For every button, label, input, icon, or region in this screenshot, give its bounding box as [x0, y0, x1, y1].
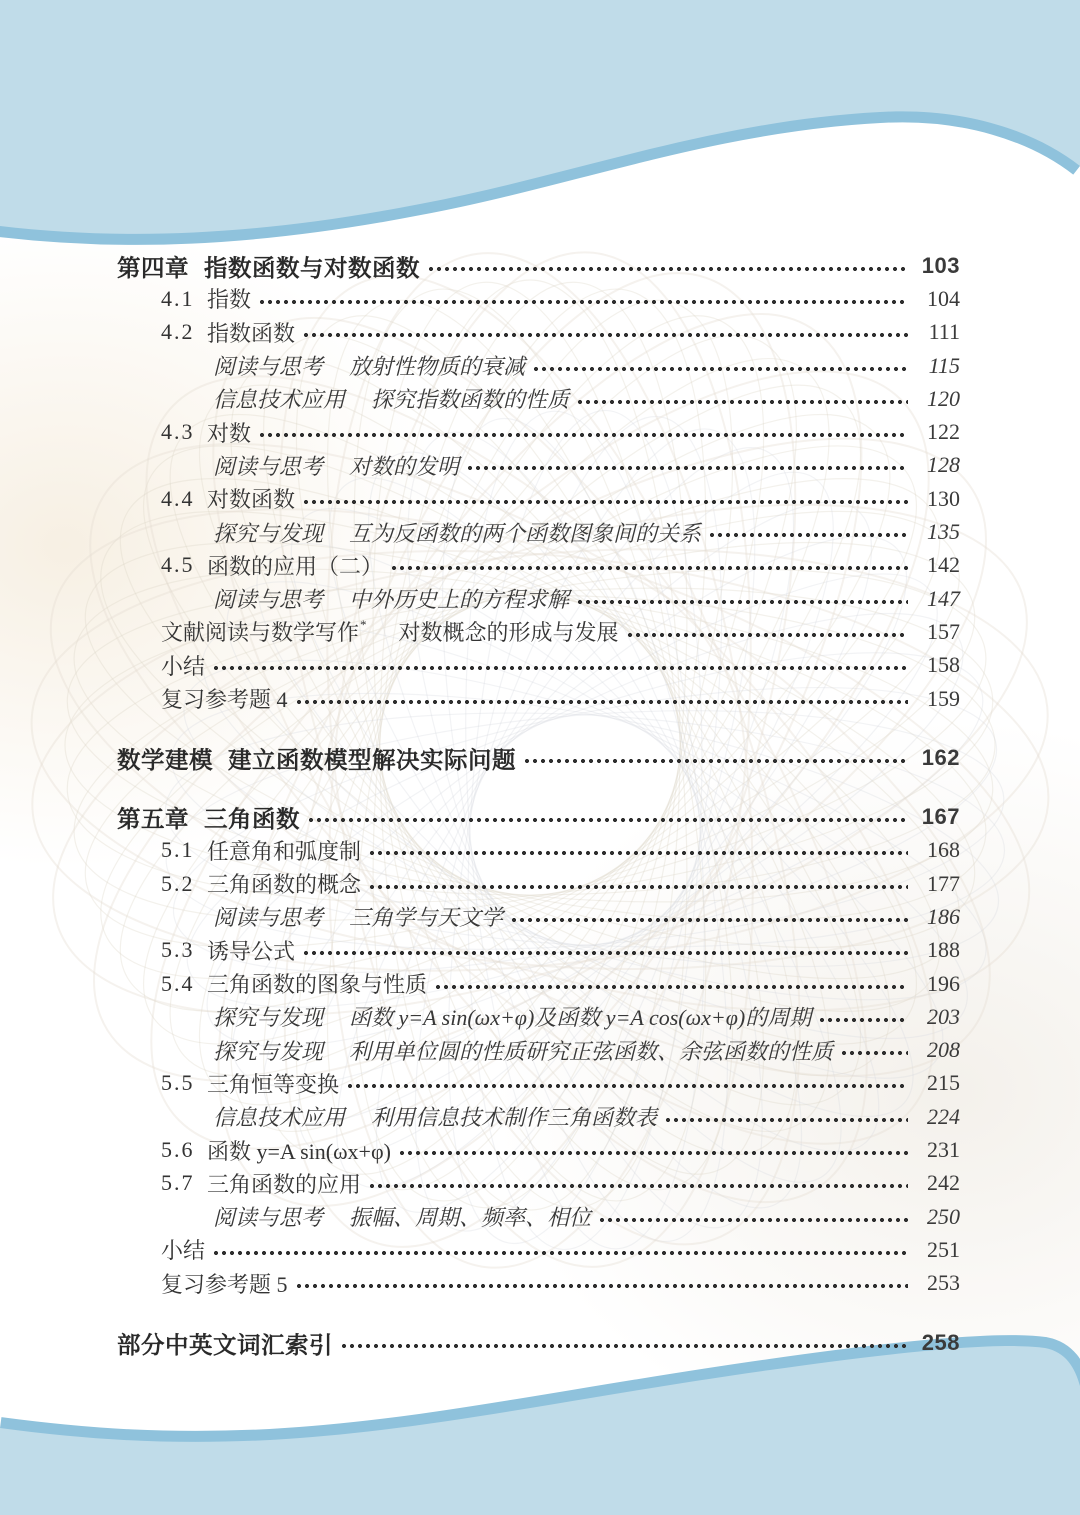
page-number: 122 [927, 419, 960, 445]
dot-leader [368, 867, 908, 900]
dot-leader [258, 282, 908, 315]
sub-item-title: 三角学与天文学 [349, 905, 504, 931]
toc-row [117, 515, 960, 548]
page-number: 208 [927, 1037, 960, 1063]
toc-row [117, 615, 960, 648]
toc-row [117, 449, 960, 482]
toc-list [117, 249, 960, 1359]
toc-row [117, 582, 960, 615]
section-title: 函数 y=A sin(ωx+φ) [207, 1138, 391, 1164]
sub-item-category: 探究与发现 [213, 520, 324, 546]
footnote-star: * [360, 616, 367, 632]
section-title: 函数的应用（二） [207, 553, 384, 579]
section-title: 三角函数的概念 [207, 872, 362, 898]
dot-leader [212, 1233, 908, 1266]
dot-leader [340, 1326, 908, 1359]
page-number: 111 [928, 319, 960, 345]
chapter-label: 数学建模 [117, 746, 213, 773]
page-number: 157 [927, 618, 960, 644]
section-number: 4.2 [161, 319, 195, 345]
page-number: 231 [927, 1137, 960, 1163]
dot-leader [598, 1200, 908, 1233]
dot-leader [368, 1167, 908, 1200]
dot-leader [576, 582, 908, 615]
chapter-title: 三角函数 [204, 806, 300, 833]
toc-block-chapter-5 [117, 800, 960, 1299]
toc-row [117, 1100, 960, 1133]
item-title: 复习参考题 5 [161, 1271, 288, 1297]
section-number: 4.4 [161, 485, 195, 511]
bottom-wave-decoration [0, 1346, 1080, 1515]
toc-row [117, 349, 960, 382]
dot-leader [532, 349, 908, 382]
page-number: 104 [927, 285, 960, 311]
dot-leader [427, 249, 908, 282]
page-number: 135 [927, 519, 960, 545]
toc-row [117, 482, 960, 515]
dot-leader [398, 1133, 908, 1166]
dot-leader [307, 800, 908, 833]
toc-row [117, 1200, 960, 1233]
toc-block-index [117, 1326, 960, 1359]
dot-leader [510, 900, 908, 933]
sub-item-category: 阅读与思考 [213, 453, 324, 479]
sub-item-category: 阅读与思考 [213, 587, 324, 613]
toc-row [117, 1000, 960, 1033]
dot-leader [258, 415, 908, 448]
toc-row [117, 549, 960, 582]
toc-row [117, 1133, 960, 1166]
section-title: 对数 [207, 420, 252, 446]
section-number: 5.1 [161, 837, 195, 863]
dot-leader [434, 967, 908, 1000]
section-title: 指数函数 [207, 320, 296, 346]
chapter-title: 部分中英文词汇索引 [117, 1331, 333, 1358]
toc-row [117, 1034, 960, 1067]
sub-item-category: 阅读与思考 [213, 1205, 324, 1231]
section-number: 4.3 [161, 419, 195, 445]
dot-leader [390, 549, 908, 582]
page-number: 186 [927, 903, 960, 929]
section-title: 三角函数的图象与性质 [207, 972, 428, 998]
toc-row [117, 741, 960, 774]
page-number: 115 [928, 352, 960, 378]
item-title: 文献阅读与数学写作 [161, 620, 360, 646]
toc-row [117, 934, 960, 967]
page-number: 103 [921, 252, 960, 278]
page-number: 215 [927, 1070, 960, 1096]
toc-row [117, 967, 960, 1000]
sub-item-category: 探究与发现 [213, 1038, 324, 1064]
page-number: 120 [927, 385, 960, 411]
dot-leader [708, 515, 908, 548]
sub-item-title: 对数的发明 [349, 453, 460, 479]
page-number: 168 [927, 837, 960, 863]
dot-leader [576, 382, 908, 415]
page-number: 251 [927, 1236, 960, 1262]
sub-item-title: 函数 y=A sin(ωx+φ)及函数 y=A cos(ωx+φ)的周期 [349, 1005, 812, 1031]
page-number: 203 [927, 1003, 960, 1029]
toc-row [117, 1233, 960, 1266]
dot-leader [302, 316, 908, 349]
sub-item-title: 利用单位圆的性质研究正弦函数、余弦函数的性质 [349, 1038, 834, 1064]
section-number: 5.3 [161, 937, 195, 963]
page-number: 253 [927, 1270, 960, 1296]
page-number: 142 [927, 552, 960, 578]
sub-item-title: 中外历史上的方程求解 [349, 587, 570, 613]
item-title: 复习参考题 4 [161, 687, 288, 712]
top-wave-decoration [0, 0, 1080, 234]
toc-row [117, 867, 960, 900]
page-number: 158 [927, 652, 960, 678]
toc-block-math-modeling [117, 741, 960, 774]
sub-item-title: 互为反函数的两个函数图象间的关系 [349, 520, 702, 546]
toc-row [117, 834, 960, 867]
dot-leader [302, 482, 908, 515]
page-number: 188 [927, 937, 960, 963]
sub-item-category: 阅读与思考 [213, 905, 324, 931]
toc-row [117, 1167, 960, 1200]
item-subtitle: 对数概念的形成与发展 [398, 620, 619, 646]
dot-leader [626, 615, 908, 648]
section-title: 三角函数的应用 [207, 1171, 362, 1197]
section-number: 4.1 [161, 285, 195, 311]
sub-item-category: 探究与发现 [213, 1005, 324, 1031]
sub-item-title: 探究指数函数的性质 [371, 387, 570, 413]
page-number: 147 [927, 585, 960, 611]
page-number: 258 [921, 1329, 960, 1355]
section-number: 5.7 [161, 1170, 195, 1196]
chapter-label: 第五章 [117, 806, 189, 833]
section-number: 5.2 [161, 870, 195, 896]
toc-block-chapter-4 [117, 249, 960, 715]
page-number: 162 [921, 744, 960, 770]
sub-item-category: 信息技术应用 [213, 387, 346, 413]
sub-item-title: 振幅、周期、频率、相位 [349, 1205, 592, 1231]
page-number: 250 [927, 1203, 960, 1229]
toc-row [117, 1326, 960, 1359]
toc-row [117, 316, 960, 349]
toc-row [117, 249, 960, 282]
section-number: 5.4 [161, 970, 195, 996]
section-number: 5.5 [161, 1070, 195, 1096]
page-number: 196 [927, 970, 960, 996]
page-number: 128 [927, 452, 960, 478]
section-number: 4.5 [161, 552, 195, 578]
section-title: 诱导公式 [207, 938, 296, 964]
section-number: 5.6 [161, 1137, 195, 1163]
dot-leader [664, 1100, 908, 1133]
chapter-title: 指数函数与对数函数 [204, 254, 420, 281]
toc-row [117, 282, 960, 315]
dot-leader [840, 1034, 908, 1067]
toc-row [117, 900, 960, 933]
dot-leader [523, 741, 908, 774]
dot-leader [295, 682, 908, 715]
sub-item-category: 阅读与思考 [213, 354, 324, 380]
dot-leader [302, 934, 908, 967]
section-title: 指数 [207, 287, 252, 313]
toc-row [117, 800, 960, 833]
section-title: 三角恒等变换 [207, 1071, 340, 1097]
page-number: 177 [927, 870, 960, 896]
page-number: 167 [921, 804, 960, 830]
dot-leader [466, 449, 908, 482]
toc-row [117, 1267, 960, 1300]
page-number: 130 [927, 485, 960, 511]
chapter-label: 第四章 [117, 254, 189, 281]
dot-leader [212, 649, 908, 682]
dot-leader [295, 1267, 908, 1300]
chapter-title: 建立函数模型解决实际问题 [228, 746, 516, 773]
section-title: 对数函数 [207, 487, 296, 513]
toc-row [117, 1067, 960, 1100]
sub-item-title: 放射性物质的衰减 [349, 354, 526, 380]
dot-leader [368, 834, 908, 867]
page-number: 242 [927, 1170, 960, 1196]
toc-row [117, 382, 960, 415]
toc-row [117, 415, 960, 448]
sub-item-title: 利用信息技术制作三角函数表 [371, 1105, 658, 1131]
section-title: 任意角和弧度制 [207, 838, 362, 864]
sub-item-category: 信息技术应用 [213, 1105, 346, 1131]
item-title: 小结 [161, 1238, 206, 1264]
dot-leader [346, 1067, 908, 1100]
item-title: 小结 [161, 653, 206, 679]
dot-leader [818, 1000, 908, 1033]
toc-row [117, 649, 960, 682]
page-number: 159 [927, 685, 960, 711]
page-number: 224 [927, 1103, 960, 1129]
toc-row [117, 682, 960, 715]
